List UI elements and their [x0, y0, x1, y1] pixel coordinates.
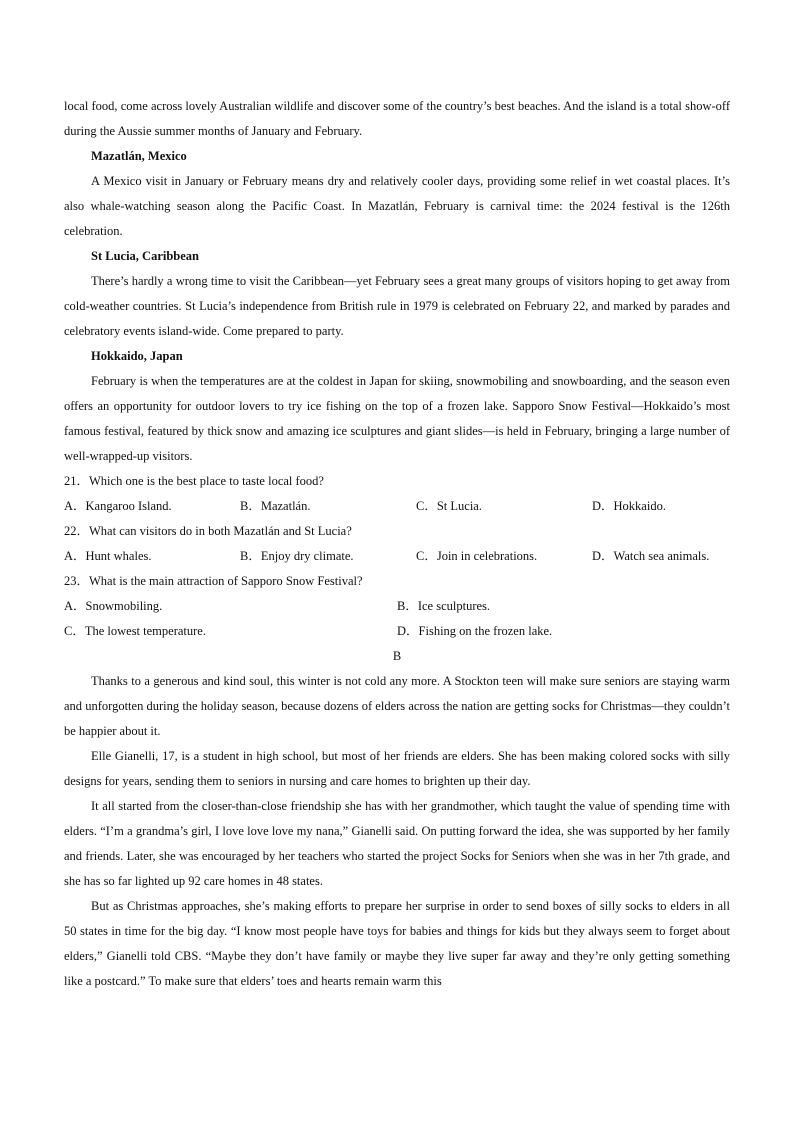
passage-b-paragraph-2: Elle Gianelli, 17, is a student in high school, but most of her friends are elders. She has been making colored socks with silly designs for years, sending them to seniors in nursing and care homes to brighten up their day. — [64, 749, 730, 788]
q21-option-a: A．Kangaroo Island. — [64, 499, 172, 513]
question-23-options-row1 — [64, 594, 730, 619]
q22-option-d: D．Watch sea animals. — [592, 549, 710, 563]
passage-b-paragraph-1: Thanks to a generous and kind soul, this winter is not cold any more. A Stockton teen will make sure seniors are staying warm and unforgotten during the holiday season, because dozens of elders across the nation are getting socks for Christmas—they couldn’t be happier about it. — [64, 674, 730, 738]
q21-option-c: C．St Lucia. — [416, 499, 482, 513]
place-heading-mazatlan: Mazatlán, Mexico — [91, 149, 187, 163]
place-text-hokkaido: February is when the temperatures are at the coldest in Japan for skiing, snowmobiling and snowboarding, and the season even offers an opportunity for outdoor lovers to try ice fishing on the top of a frozen lake. Sapporo Snow Festival—Hokkaido’s most famous festival, featured by thick snow and amazing ice sculptures and giant slides—is held in February, bringing a large number of well-wrapped-up visitors. — [64, 374, 730, 463]
place-text-st-lucia: There’s hardly a wrong time to visit the Caribbean—yet February sees a great many groups of visitors hoping to get away from cold-weather countries. St Lucia’s independence from British rule in 1979 is celebrated on February 22, and marked by parades and celebratory events island-wide. Come prepared to party. — [64, 274, 730, 338]
place-heading-st-lucia: St Lucia, Caribbean — [91, 249, 200, 263]
question-23: 23．What is the main attraction of Sapporo Snow Festival? — [64, 574, 363, 588]
q22-option-a: A．Hunt whales. — [64, 549, 152, 563]
passage-b-paragraph-4: But as Christmas approaches, she’s making efforts to prepare her surprise in order to send boxes of silly socks to elders in all 50 states in time for the big day. “I know most people have toys for babies and things for kids but they always seem to forget about elders,” Gianelli told CBS. “Maybe they don’t have family or maybe they live super far away and they’re only getting something like a postcard.” To make sure that elders’ toes and hearts remain warm this — [64, 899, 730, 988]
q23-option-b: B．Ice sculptures. — [397, 599, 491, 613]
q23-option-c: C．The lowest temperature. — [64, 624, 206, 638]
q21-option-b: B．Mazatlán. — [240, 499, 311, 513]
question-22-options — [64, 544, 730, 569]
q23-option-d: D．Fishing on the frozen lake. — [397, 624, 553, 638]
q22-option-c: C．Join in celebrations. — [416, 549, 538, 563]
q23-option-a: A．Snowmobiling. — [64, 599, 163, 613]
place-text-mazatlan: A Mexico visit in January or February means dry and relatively cooler days, providing some relief in wet coastal places. It’s also whale-watching season along the Pacific Coast. In Mazatlán, February is carnival time: the 2024 festival is the 126th celebration. — [64, 174, 730, 238]
place-heading-hokkaido: Hokkaido, Japan — [91, 349, 183, 363]
question-21-options — [64, 494, 730, 519]
question-23-options-row2 — [64, 619, 730, 644]
q21-option-d: D．Hokkaido. — [592, 499, 666, 513]
section-b-letter: B — [392, 649, 402, 663]
question-21: 21．Which one is the best place to taste local food? — [64, 474, 324, 488]
intro-continuation: local food, come across lovely Australian wildlife and discover some of the country’s best beaches. And the island is a total show-off during the Aussie summer months of January and February. — [64, 99, 730, 138]
q22-option-b: B．Enjoy dry climate. — [240, 549, 354, 563]
question-22: 22．What can visitors do in both Mazatlán and St Lucia? — [64, 524, 352, 538]
passage-b-paragraph-3: It all started from the closer-than-close friendship she has with her grandmother, which taught the value of spending time with elders. “I’m a grandma’s girl, I love love love my nana,” Gianelli said. On putting forward the idea, she was supported by her family and friends. Later, she was encouraged by her teachers who started the project Socks for Seniors when she was in her 7th grade, and she has so far lighted up 92 care homes in 48 states. — [64, 799, 730, 888]
document-page — [64, 94, 730, 994]
